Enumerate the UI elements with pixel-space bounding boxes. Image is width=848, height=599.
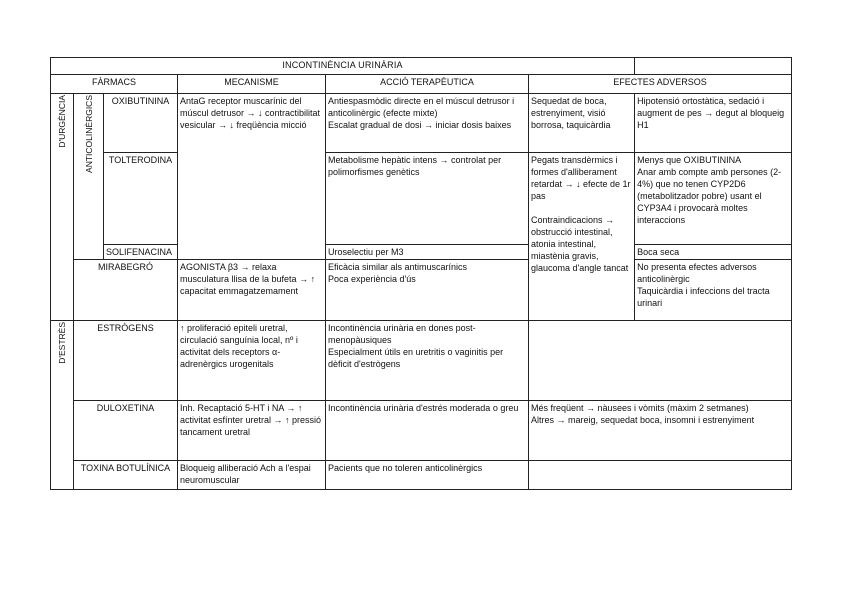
efectes-mirabegro: No presenta efectes adversos anticolinèrgic Taquicàrdia i infeccions del tracta urinari [635, 260, 792, 321]
accio-duloxetina: Incontinència urinària d'estrés moderada o greu [326, 401, 529, 461]
header-mecanisme: MECANISME [178, 75, 326, 94]
group-estres-label: D'ESTRÈS [57, 322, 67, 364]
drug-duloxetina: DULOXETINA [74, 401, 178, 461]
group-urgencia [51, 94, 74, 321]
drug-tolterodina: TOLTERODINA [104, 153, 178, 245]
efectes-oxibutinina-2: Hipotensió ortostàtica, sedació i augment de pes → degut al bloqueig H1 [635, 94, 792, 153]
group-urgencia-label: D'URGÈNCIA [57, 95, 67, 148]
mecanisme-toxina-botulinica: Bloqueig alliberació Ach a l'espai neuromuscular [178, 461, 326, 490]
header-accio: ACCIÓ TERAPÈUTICA [326, 75, 529, 94]
header-efectes: EFECTES ADVERSOS [529, 75, 792, 94]
header-farmacs: FÀRMACS [51, 75, 178, 94]
accio-estrogens: Incontinència urinària en dones post-menopàusiques Especialment útils en uretritis o vaginitis per dèficit d'estrògens [326, 321, 529, 401]
efectes-solifenacina: Boca seca [635, 245, 792, 260]
accio-tolterodina: Metabolisme hepàtic intens → controlat per polimorfismes genètics [326, 153, 529, 245]
title-empty-cell [635, 58, 792, 75]
drug-oxibutinina: OXIBUTININA [104, 94, 178, 153]
efectes-duloxetina: Més freqüent → nàusees i vòmits (màxim 2 setmanes) Altres → mareig, sequedat boca, insomni i estrenyiment [529, 401, 792, 461]
efectes-tolterodina: Menys que OXIBUTININA Anar amb compte amb persones (2-4%) que no tenen CYP2D6 (metabolitzador pobre) usant el CYP3A4 i provocarà moltes interaccions [635, 153, 792, 245]
drug-estrogens: ESTRÒGENS [74, 321, 178, 401]
table-title: INCONTINÈNCIA URINÀRIA [51, 58, 635, 75]
drug-solifenacina: SOLIFENACINA [104, 245, 178, 260]
mecanisme-estrogens: ↑ proliferació epiteli uretral, circulació sanguínia local, nº i activitat dels receptors α-adrenèrgics urogenitals [178, 321, 326, 401]
mecanisme-mirabegro: AGONISTA β3 → relaxa musculatura llisa de la bufeta → ↑ capacitat emmagatzemament [178, 260, 326, 321]
accio-oxibutinina: Antiespasmòdic directe en el múscul detrusor i anticolinèrgic (efecte mixte) Escalat gradual de dosi → iniciar dosis baixes [326, 94, 529, 153]
efectes-anticolinergics-shared: Pegats transdèrmics i formes d'alliberament retardat → ↓ efecte de 1r pas Contraindicacions → obstrucció intestinal, atonia intestinal, miastènia gravis, glaucoma d'angle tancat [529, 153, 635, 321]
accio-solifenacina: Uroselectiu per M3 [326, 245, 529, 260]
accio-mirabegro: Eficàcia similar als antimuscarínics Poca experiència d'ús [326, 260, 529, 321]
efectes-oxibutinina-1: Sequedat de boca, estrenyiment, visió borrosa, taquicàrdia [529, 94, 635, 153]
mecanisme-duloxetina: Inh. Recaptació 5-HT i NA → ↑ activitat esfínter uretral → ↑ pressió tancament uretral [178, 401, 326, 461]
group-anticolinergics [74, 94, 104, 260]
mecanisme-anticolinergics: AntaG receptor muscarínic del múscul detrusor → ↓ contractibilitat vesicular → ↓ freqüència micció [178, 94, 326, 260]
efectes-toxina-botulinica [529, 461, 792, 490]
group-anticolinergics-label: ANTICOLINÈRGICS [83, 95, 94, 173]
accio-toxina-botulinica: Pacients que no toleren anticolinèrgics [326, 461, 529, 490]
efectes-estrogens [529, 321, 792, 401]
group-estres [51, 321, 74, 490]
incontinence-table [50, 57, 792, 490]
drug-mirabegro: MIRABEGRÓ [74, 260, 178, 321]
drug-toxina-botulinica: TOXINA BOTULÍNICA [74, 461, 178, 490]
